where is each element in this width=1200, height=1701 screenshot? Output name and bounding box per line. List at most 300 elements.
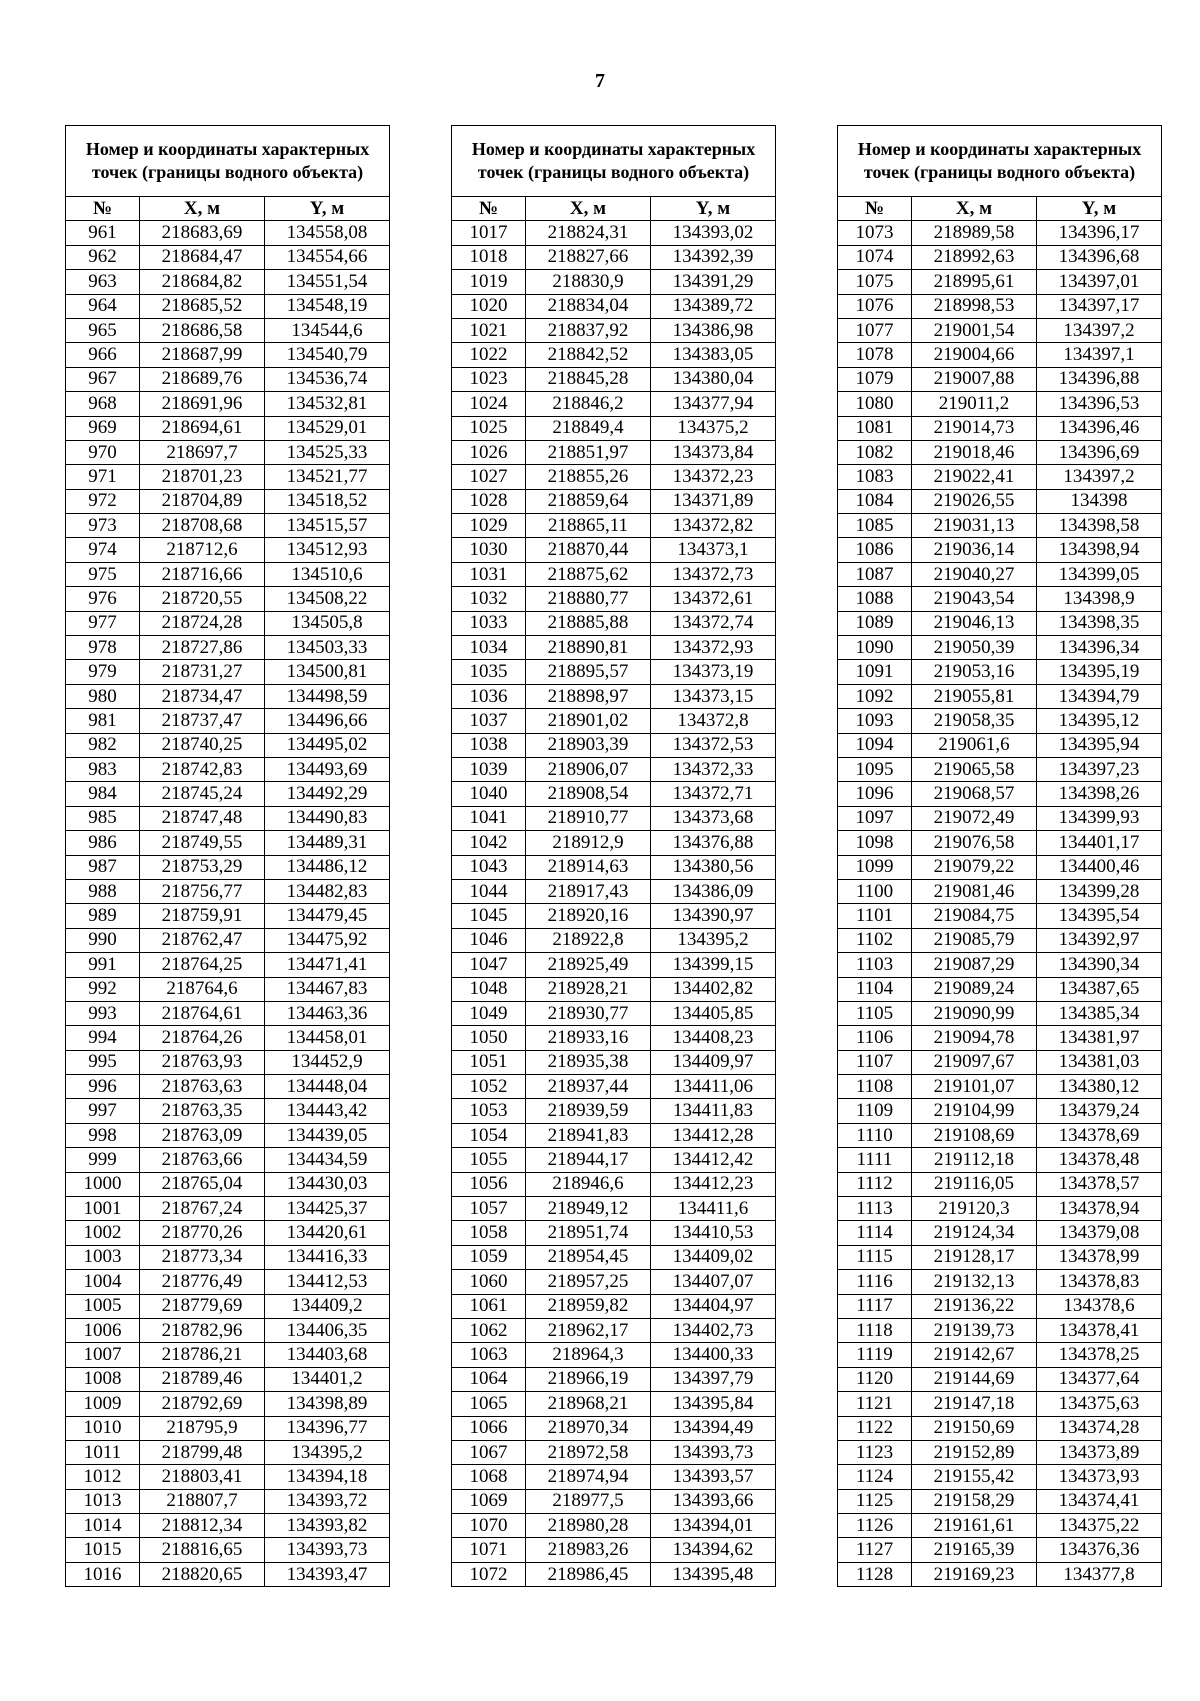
table-row [838, 1538, 1162, 1562]
x-coordinate-cell: 218925,49 [526, 953, 651, 977]
x-coordinate-cell: 218745,24 [140, 782, 265, 806]
table-row [66, 221, 390, 245]
table-row [838, 514, 1162, 538]
x-coordinate-cell: 219089,24 [912, 977, 1037, 1001]
point-number-cell: 1031 [452, 562, 526, 586]
y-coordinate-cell: 134407,07 [651, 1270, 776, 1294]
point-number-cell: 994 [66, 1026, 140, 1050]
point-number-cell: 1038 [452, 733, 526, 757]
table-row [66, 1489, 390, 1513]
y-coordinate-cell: 134372,23 [651, 465, 776, 489]
x-coordinate-cell: 218895,57 [526, 660, 651, 684]
point-number-cell: 1065 [452, 1392, 526, 1416]
point-number-cell: 989 [66, 904, 140, 928]
x-coordinate-cell: 218773,34 [140, 1245, 265, 1269]
point-number-cell: 1039 [452, 757, 526, 781]
x-coordinate-cell: 218989,58 [912, 221, 1037, 245]
point-number-cell: 1017 [452, 221, 526, 245]
x-coordinate-cell: 218837,92 [526, 318, 651, 342]
table-row [66, 1514, 390, 1538]
x-coordinate-cell: 219116,05 [912, 1172, 1037, 1196]
table-row [66, 489, 390, 513]
x-coordinate-cell: 219136,22 [912, 1294, 1037, 1318]
point-number-cell: 1063 [452, 1343, 526, 1367]
column-header-number: № [452, 197, 526, 221]
point-number-cell: 967 [66, 367, 140, 391]
y-coordinate-cell: 134412,53 [265, 1270, 390, 1294]
x-coordinate-cell: 218834,04 [526, 294, 651, 318]
table-row [452, 1148, 776, 1172]
y-coordinate-cell: 134498,59 [265, 684, 390, 708]
y-coordinate-cell: 134373,93 [1037, 1465, 1162, 1489]
point-number-cell: 1083 [838, 465, 912, 489]
table-row [66, 245, 390, 269]
table-row [838, 1148, 1162, 1172]
x-coordinate-cell: 218685,52 [140, 294, 265, 318]
y-coordinate-cell: 134396,77 [265, 1416, 390, 1440]
table-row [66, 636, 390, 660]
x-coordinate-cell: 218957,25 [526, 1270, 651, 1294]
point-number-cell: 971 [66, 465, 140, 489]
column-header-y: Y, м [1037, 197, 1162, 221]
x-coordinate-cell: 218935,38 [526, 1050, 651, 1074]
table-row [838, 806, 1162, 830]
x-coordinate-cell: 218972,58 [526, 1440, 651, 1464]
y-coordinate-cell: 134386,09 [651, 879, 776, 903]
y-coordinate-cell: 134376,88 [651, 831, 776, 855]
table-row [66, 416, 390, 440]
x-coordinate-cell: 218983,26 [526, 1538, 651, 1562]
point-number-cell: 1114 [838, 1221, 912, 1245]
point-number-cell: 1007 [66, 1343, 140, 1367]
point-number-cell: 1052 [452, 1075, 526, 1099]
table-row [66, 1392, 390, 1416]
table-row [66, 1148, 390, 1172]
table-row [66, 1562, 390, 1586]
point-number-cell: 1070 [452, 1514, 526, 1538]
x-coordinate-cell: 219144,69 [912, 1367, 1037, 1391]
y-coordinate-cell: 134395,19 [1037, 660, 1162, 684]
point-number-cell: 1010 [66, 1416, 140, 1440]
point-number-cell: 1104 [838, 977, 912, 1001]
point-number-cell: 1099 [838, 855, 912, 879]
y-coordinate-cell: 134402,73 [651, 1318, 776, 1342]
table-row [838, 1099, 1162, 1123]
x-coordinate-cell: 218716,66 [140, 562, 265, 586]
table-row [452, 1294, 776, 1318]
point-number-cell: 984 [66, 782, 140, 806]
table-row [452, 757, 776, 781]
table-row [838, 489, 1162, 513]
table-row [66, 806, 390, 830]
table-row [66, 1123, 390, 1147]
y-coordinate-cell: 134411,83 [651, 1099, 776, 1123]
table-row [66, 1099, 390, 1123]
point-number-cell: 1107 [838, 1050, 912, 1074]
table-row [838, 1465, 1162, 1489]
x-coordinate-cell: 218970,34 [526, 1416, 651, 1440]
x-coordinate-cell: 218782,96 [140, 1318, 265, 1342]
x-coordinate-cell: 218898,97 [526, 684, 651, 708]
x-coordinate-cell: 218687,99 [140, 343, 265, 367]
x-coordinate-cell: 219158,29 [912, 1489, 1037, 1513]
x-coordinate-cell: 218708,68 [140, 514, 265, 538]
y-coordinate-cell: 134398,9 [1037, 587, 1162, 611]
y-coordinate-cell: 134373,68 [651, 806, 776, 830]
point-number-cell: 1090 [838, 636, 912, 660]
y-coordinate-cell: 134396,17 [1037, 221, 1162, 245]
x-coordinate-cell: 219132,13 [912, 1270, 1037, 1294]
x-coordinate-cell: 218803,41 [140, 1465, 265, 1489]
point-number-cell: 1035 [452, 660, 526, 684]
x-coordinate-cell: 218992,63 [912, 245, 1037, 269]
x-coordinate-cell: 218789,46 [140, 1367, 265, 1391]
x-coordinate-cell: 218901,02 [526, 709, 651, 733]
x-coordinate-cell: 218912,9 [526, 831, 651, 855]
table-row [66, 1416, 390, 1440]
table-row [838, 684, 1162, 708]
x-coordinate-cell: 218740,25 [140, 733, 265, 757]
x-coordinate-cell: 218742,83 [140, 757, 265, 781]
point-number-cell: 1021 [452, 318, 526, 342]
x-coordinate-cell: 219150,69 [912, 1416, 1037, 1440]
table-row [66, 977, 390, 1001]
y-coordinate-cell: 134536,74 [265, 367, 390, 391]
y-coordinate-cell: 134397,2 [1037, 318, 1162, 342]
table-row [452, 294, 776, 318]
table-row [66, 831, 390, 855]
point-number-cell: 1119 [838, 1343, 912, 1367]
table-row [452, 879, 776, 903]
table-row [66, 782, 390, 806]
y-coordinate-cell: 134420,61 [265, 1221, 390, 1245]
y-coordinate-cell: 134395,2 [651, 928, 776, 952]
x-coordinate-cell: 218799,48 [140, 1440, 265, 1464]
y-coordinate-cell: 134405,85 [651, 1001, 776, 1025]
point-number-cell: 1003 [66, 1245, 140, 1269]
y-coordinate-cell: 134510,6 [265, 562, 390, 586]
x-coordinate-cell: 219139,73 [912, 1318, 1037, 1342]
point-number-cell: 1055 [452, 1148, 526, 1172]
y-coordinate-cell: 134398,35 [1037, 611, 1162, 635]
point-number-cell: 972 [66, 489, 140, 513]
x-coordinate-cell: 219058,35 [912, 709, 1037, 733]
y-coordinate-cell: 134375,63 [1037, 1392, 1162, 1416]
y-coordinate-cell: 134544,6 [265, 318, 390, 342]
point-number-cell: 1109 [838, 1099, 912, 1123]
x-coordinate-cell: 218968,21 [526, 1392, 651, 1416]
table-row [452, 928, 776, 952]
x-coordinate-cell: 218756,77 [140, 879, 265, 903]
x-coordinate-cell: 218875,62 [526, 562, 651, 586]
point-number-cell: 1068 [452, 1465, 526, 1489]
table-row [838, 904, 1162, 928]
point-number-cell: 978 [66, 636, 140, 660]
y-coordinate-cell: 134529,01 [265, 416, 390, 440]
point-number-cell: 1091 [838, 660, 912, 684]
point-number-cell: 1094 [838, 733, 912, 757]
point-number-cell: 1122 [838, 1416, 912, 1440]
table-row [838, 440, 1162, 464]
y-coordinate-cell: 134416,33 [265, 1245, 390, 1269]
y-coordinate-cell: 134375,2 [651, 416, 776, 440]
x-coordinate-cell: 218959,82 [526, 1294, 651, 1318]
y-coordinate-cell: 134548,19 [265, 294, 390, 318]
x-coordinate-cell: 218776,49 [140, 1270, 265, 1294]
table-caption: Номер и координаты характерных точек (границы водного объекта) [452, 126, 776, 197]
table-row [838, 318, 1162, 342]
point-number-cell: 1000 [66, 1172, 140, 1196]
x-coordinate-cell: 218845,28 [526, 367, 651, 391]
table-row [838, 343, 1162, 367]
y-coordinate-cell: 134372,73 [651, 562, 776, 586]
y-coordinate-cell: 134396,68 [1037, 245, 1162, 269]
x-coordinate-cell: 219026,55 [912, 489, 1037, 513]
table-row [452, 660, 776, 684]
table-row [452, 636, 776, 660]
x-coordinate-cell: 219065,58 [912, 757, 1037, 781]
point-number-cell: 1006 [66, 1318, 140, 1342]
y-coordinate-cell: 134378,6 [1037, 1294, 1162, 1318]
x-coordinate-cell: 218684,47 [140, 245, 265, 269]
x-coordinate-cell: 219097,67 [912, 1050, 1037, 1074]
x-coordinate-cell: 219043,54 [912, 587, 1037, 611]
y-coordinate-cell: 134372,74 [651, 611, 776, 635]
table-row [838, 757, 1162, 781]
x-coordinate-cell: 218701,23 [140, 465, 265, 489]
point-number-cell: 1076 [838, 294, 912, 318]
x-coordinate-cell: 218998,53 [912, 294, 1037, 318]
point-number-cell: 1121 [838, 1392, 912, 1416]
table-row [66, 1197, 390, 1221]
table-row [838, 928, 1162, 952]
y-coordinate-cell: 134372,71 [651, 782, 776, 806]
point-number-cell: 1054 [452, 1123, 526, 1147]
y-coordinate-cell: 134394,79 [1037, 684, 1162, 708]
table-row [838, 367, 1162, 391]
table-row [452, 1514, 776, 1538]
point-number-cell: 1071 [452, 1538, 526, 1562]
y-coordinate-cell: 134540,79 [265, 343, 390, 367]
y-coordinate-cell: 134411,6 [651, 1197, 776, 1221]
table-row [66, 1465, 390, 1489]
table-row [838, 733, 1162, 757]
y-coordinate-cell: 134486,12 [265, 855, 390, 879]
point-number-cell: 992 [66, 977, 140, 1001]
x-coordinate-cell: 218980,28 [526, 1514, 651, 1538]
table-row [66, 1075, 390, 1099]
x-coordinate-cell: 218922,8 [526, 928, 651, 952]
y-coordinate-cell: 134408,23 [651, 1026, 776, 1050]
x-coordinate-cell: 219152,89 [912, 1440, 1037, 1464]
table-row [452, 831, 776, 855]
point-number-cell: 961 [66, 221, 140, 245]
x-coordinate-cell: 218762,47 [140, 928, 265, 952]
table-row [66, 953, 390, 977]
y-coordinate-cell: 134389,72 [651, 294, 776, 318]
table-row [452, 1221, 776, 1245]
x-coordinate-cell: 218684,82 [140, 270, 265, 294]
point-number-cell: 1087 [838, 562, 912, 586]
x-coordinate-cell: 219040,27 [912, 562, 1037, 586]
y-coordinate-cell: 134399,15 [651, 953, 776, 977]
point-number-cell: 1128 [838, 1562, 912, 1586]
y-coordinate-cell: 134373,1 [651, 538, 776, 562]
point-number-cell: 1106 [838, 1026, 912, 1050]
table-row [66, 440, 390, 464]
point-number-cell: 1018 [452, 245, 526, 269]
y-coordinate-cell: 134412,28 [651, 1123, 776, 1147]
y-coordinate-cell: 134395,84 [651, 1392, 776, 1416]
y-coordinate-cell: 134515,57 [265, 514, 390, 538]
table-row [66, 562, 390, 586]
x-coordinate-cell: 219085,79 [912, 928, 1037, 952]
point-number-cell: 1034 [452, 636, 526, 660]
table-row [838, 416, 1162, 440]
point-number-cell: 1002 [66, 1221, 140, 1245]
point-number-cell: 962 [66, 245, 140, 269]
x-coordinate-cell: 218727,86 [140, 636, 265, 660]
point-number-cell: 1050 [452, 1026, 526, 1050]
x-coordinate-cell: 218686,58 [140, 318, 265, 342]
point-number-cell: 1004 [66, 1270, 140, 1294]
point-number-cell: 977 [66, 611, 140, 635]
point-number-cell: 1009 [66, 1392, 140, 1416]
x-coordinate-cell: 218920,16 [526, 904, 651, 928]
point-number-cell: 1085 [838, 514, 912, 538]
y-coordinate-cell: 134372,33 [651, 757, 776, 781]
x-coordinate-cell: 218779,69 [140, 1294, 265, 1318]
x-coordinate-cell: 219101,07 [912, 1075, 1037, 1099]
x-coordinate-cell: 218763,66 [140, 1148, 265, 1172]
x-coordinate-cell: 218964,3 [526, 1343, 651, 1367]
table-row [66, 1221, 390, 1245]
table-row [838, 1172, 1162, 1196]
table-row [452, 1538, 776, 1562]
y-coordinate-cell: 134375,22 [1037, 1514, 1162, 1538]
point-number-cell: 1014 [66, 1514, 140, 1538]
y-coordinate-cell: 134373,15 [651, 684, 776, 708]
table-row [838, 660, 1162, 684]
point-number-cell: 1108 [838, 1075, 912, 1099]
x-coordinate-cell: 218933,16 [526, 1026, 651, 1050]
y-coordinate-cell: 134430,03 [265, 1172, 390, 1196]
x-coordinate-cell: 219072,49 [912, 806, 1037, 830]
column-header-number: № [66, 197, 140, 221]
table-row [838, 221, 1162, 245]
x-coordinate-cell: 218859,64 [526, 489, 651, 513]
y-coordinate-cell: 134392,97 [1037, 928, 1162, 952]
y-coordinate-cell: 134376,36 [1037, 1538, 1162, 1562]
point-number-cell: 1088 [838, 587, 912, 611]
y-coordinate-cell: 134377,64 [1037, 1367, 1162, 1391]
x-coordinate-cell: 218941,83 [526, 1123, 651, 1147]
y-coordinate-cell: 134378,57 [1037, 1172, 1162, 1196]
table-row [452, 1026, 776, 1050]
point-number-cell: 1016 [66, 1562, 140, 1586]
x-coordinate-cell: 219108,69 [912, 1123, 1037, 1147]
y-coordinate-cell: 134412,42 [651, 1148, 776, 1172]
y-coordinate-cell: 134393,82 [265, 1514, 390, 1538]
point-number-cell: 1127 [838, 1538, 912, 1562]
table-row [66, 367, 390, 391]
y-coordinate-cell: 134409,02 [651, 1245, 776, 1269]
table-row [66, 660, 390, 684]
y-coordinate-cell: 134387,65 [1037, 977, 1162, 1001]
y-coordinate-cell: 134505,8 [265, 611, 390, 635]
y-coordinate-cell: 134393,73 [265, 1538, 390, 1562]
table-row [838, 879, 1162, 903]
y-coordinate-cell: 134394,49 [651, 1416, 776, 1440]
point-number-cell: 996 [66, 1075, 140, 1099]
x-coordinate-cell: 218820,65 [140, 1562, 265, 1586]
table-row [838, 636, 1162, 660]
y-coordinate-cell: 134395,54 [1037, 904, 1162, 928]
x-coordinate-cell: 218786,21 [140, 1343, 265, 1367]
x-coordinate-cell: 218906,07 [526, 757, 651, 781]
y-coordinate-cell: 134398,26 [1037, 782, 1162, 806]
point-number-cell: 983 [66, 757, 140, 781]
table-row [452, 1075, 776, 1099]
point-number-cell: 988 [66, 879, 140, 903]
table-row [66, 538, 390, 562]
point-number-cell: 1105 [838, 1001, 912, 1025]
table-row [66, 1538, 390, 1562]
y-coordinate-cell: 134495,02 [265, 733, 390, 757]
point-number-cell: 973 [66, 514, 140, 538]
point-number-cell: 1030 [452, 538, 526, 562]
table-row [66, 1367, 390, 1391]
point-number-cell: 1112 [838, 1172, 912, 1196]
table-row [452, 465, 776, 489]
y-coordinate-cell: 134403,68 [265, 1343, 390, 1367]
table-row [838, 1392, 1162, 1416]
y-coordinate-cell: 134378,83 [1037, 1270, 1162, 1294]
point-number-cell: 1024 [452, 392, 526, 416]
table-row [452, 416, 776, 440]
x-coordinate-cell: 218689,76 [140, 367, 265, 391]
table-row [838, 1221, 1162, 1245]
y-coordinate-cell: 134378,48 [1037, 1148, 1162, 1172]
point-number-cell: 1080 [838, 392, 912, 416]
point-number-cell: 1019 [452, 270, 526, 294]
table-row [452, 489, 776, 513]
table-row [838, 782, 1162, 806]
y-coordinate-cell: 134393,47 [265, 1562, 390, 1586]
table-row [838, 538, 1162, 562]
y-coordinate-cell: 134400,46 [1037, 855, 1162, 879]
point-number-cell: 1008 [66, 1367, 140, 1391]
point-number-cell: 1033 [452, 611, 526, 635]
y-coordinate-cell: 134409,97 [651, 1050, 776, 1074]
table-row [452, 1562, 776, 1586]
x-coordinate-cell: 219011,2 [912, 392, 1037, 416]
x-coordinate-cell: 218824,31 [526, 221, 651, 245]
x-coordinate-cell: 218851,97 [526, 440, 651, 464]
table-row [838, 1440, 1162, 1464]
y-coordinate-cell: 134374,41 [1037, 1489, 1162, 1513]
x-coordinate-cell: 218946,6 [526, 1172, 651, 1196]
y-coordinate-cell: 134372,8 [651, 709, 776, 733]
x-coordinate-cell: 218890,81 [526, 636, 651, 660]
x-coordinate-cell: 218763,35 [140, 1099, 265, 1123]
point-number-cell: 1053 [452, 1099, 526, 1123]
point-number-cell: 1028 [452, 489, 526, 513]
y-coordinate-cell: 134395,2 [265, 1440, 390, 1464]
y-coordinate-cell: 134395,94 [1037, 733, 1162, 757]
point-number-cell: 998 [66, 1123, 140, 1147]
table-row [452, 1440, 776, 1464]
